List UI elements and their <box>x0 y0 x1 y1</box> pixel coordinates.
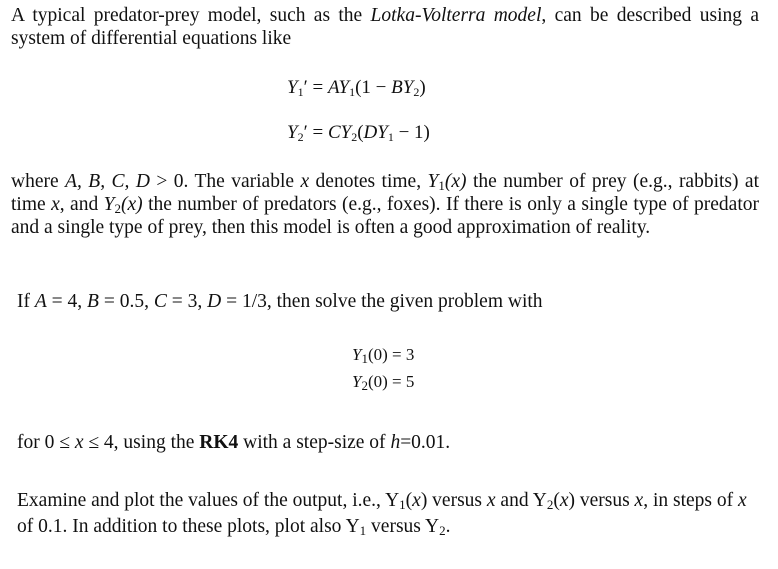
intro-text-end: , can be described using a system of differential equations like <box>11 5 760 49</box>
equation-1: $Y_1' = AY_1(1 - BY_2)$ <box>287 77 426 99</box>
initial-condition-2: Y2(0) = 5 <box>352 372 415 393</box>
initial-condition-1: Y1(0) = 3 <box>352 345 415 366</box>
parameters-line: If A = 4, B = 0.5, C = 3, D = 1/3, then solve the given problem with <box>17 291 543 312</box>
task-paragraph: Examine and plot the values of the output, i.e., Y1(x) versus x and Y2(x) versus x, in steps of x of 0.1. In addition to these plots, plot also Y1 versus Y2. <box>17 490 747 538</box>
equation-2: $Y_2' = CY_2(DY_1 - 1)$ <box>287 122 430 144</box>
intro-paragraph <box>11 4 759 50</box>
intro-text: A typical predator-prey model, such as the <box>11 5 371 26</box>
range-line: for 0 ≤ x ≤ 4, using the RK4 with a step-size of h=0.01. <box>17 432 451 453</box>
description-paragraph: where A, B, C, D > 0. The variable x denotes time, Y1(x) the number of prey (e.g., rabbits) at time x, and Y2(x) the number of predators (e.g., foxes). If there is only a single type of predator and a single type of prey, then this model is often a good approximation of reality. <box>11 171 760 238</box>
model-name: Lotka-Volterra model <box>370 5 542 26</box>
method-name: RK4 <box>199 432 239 453</box>
